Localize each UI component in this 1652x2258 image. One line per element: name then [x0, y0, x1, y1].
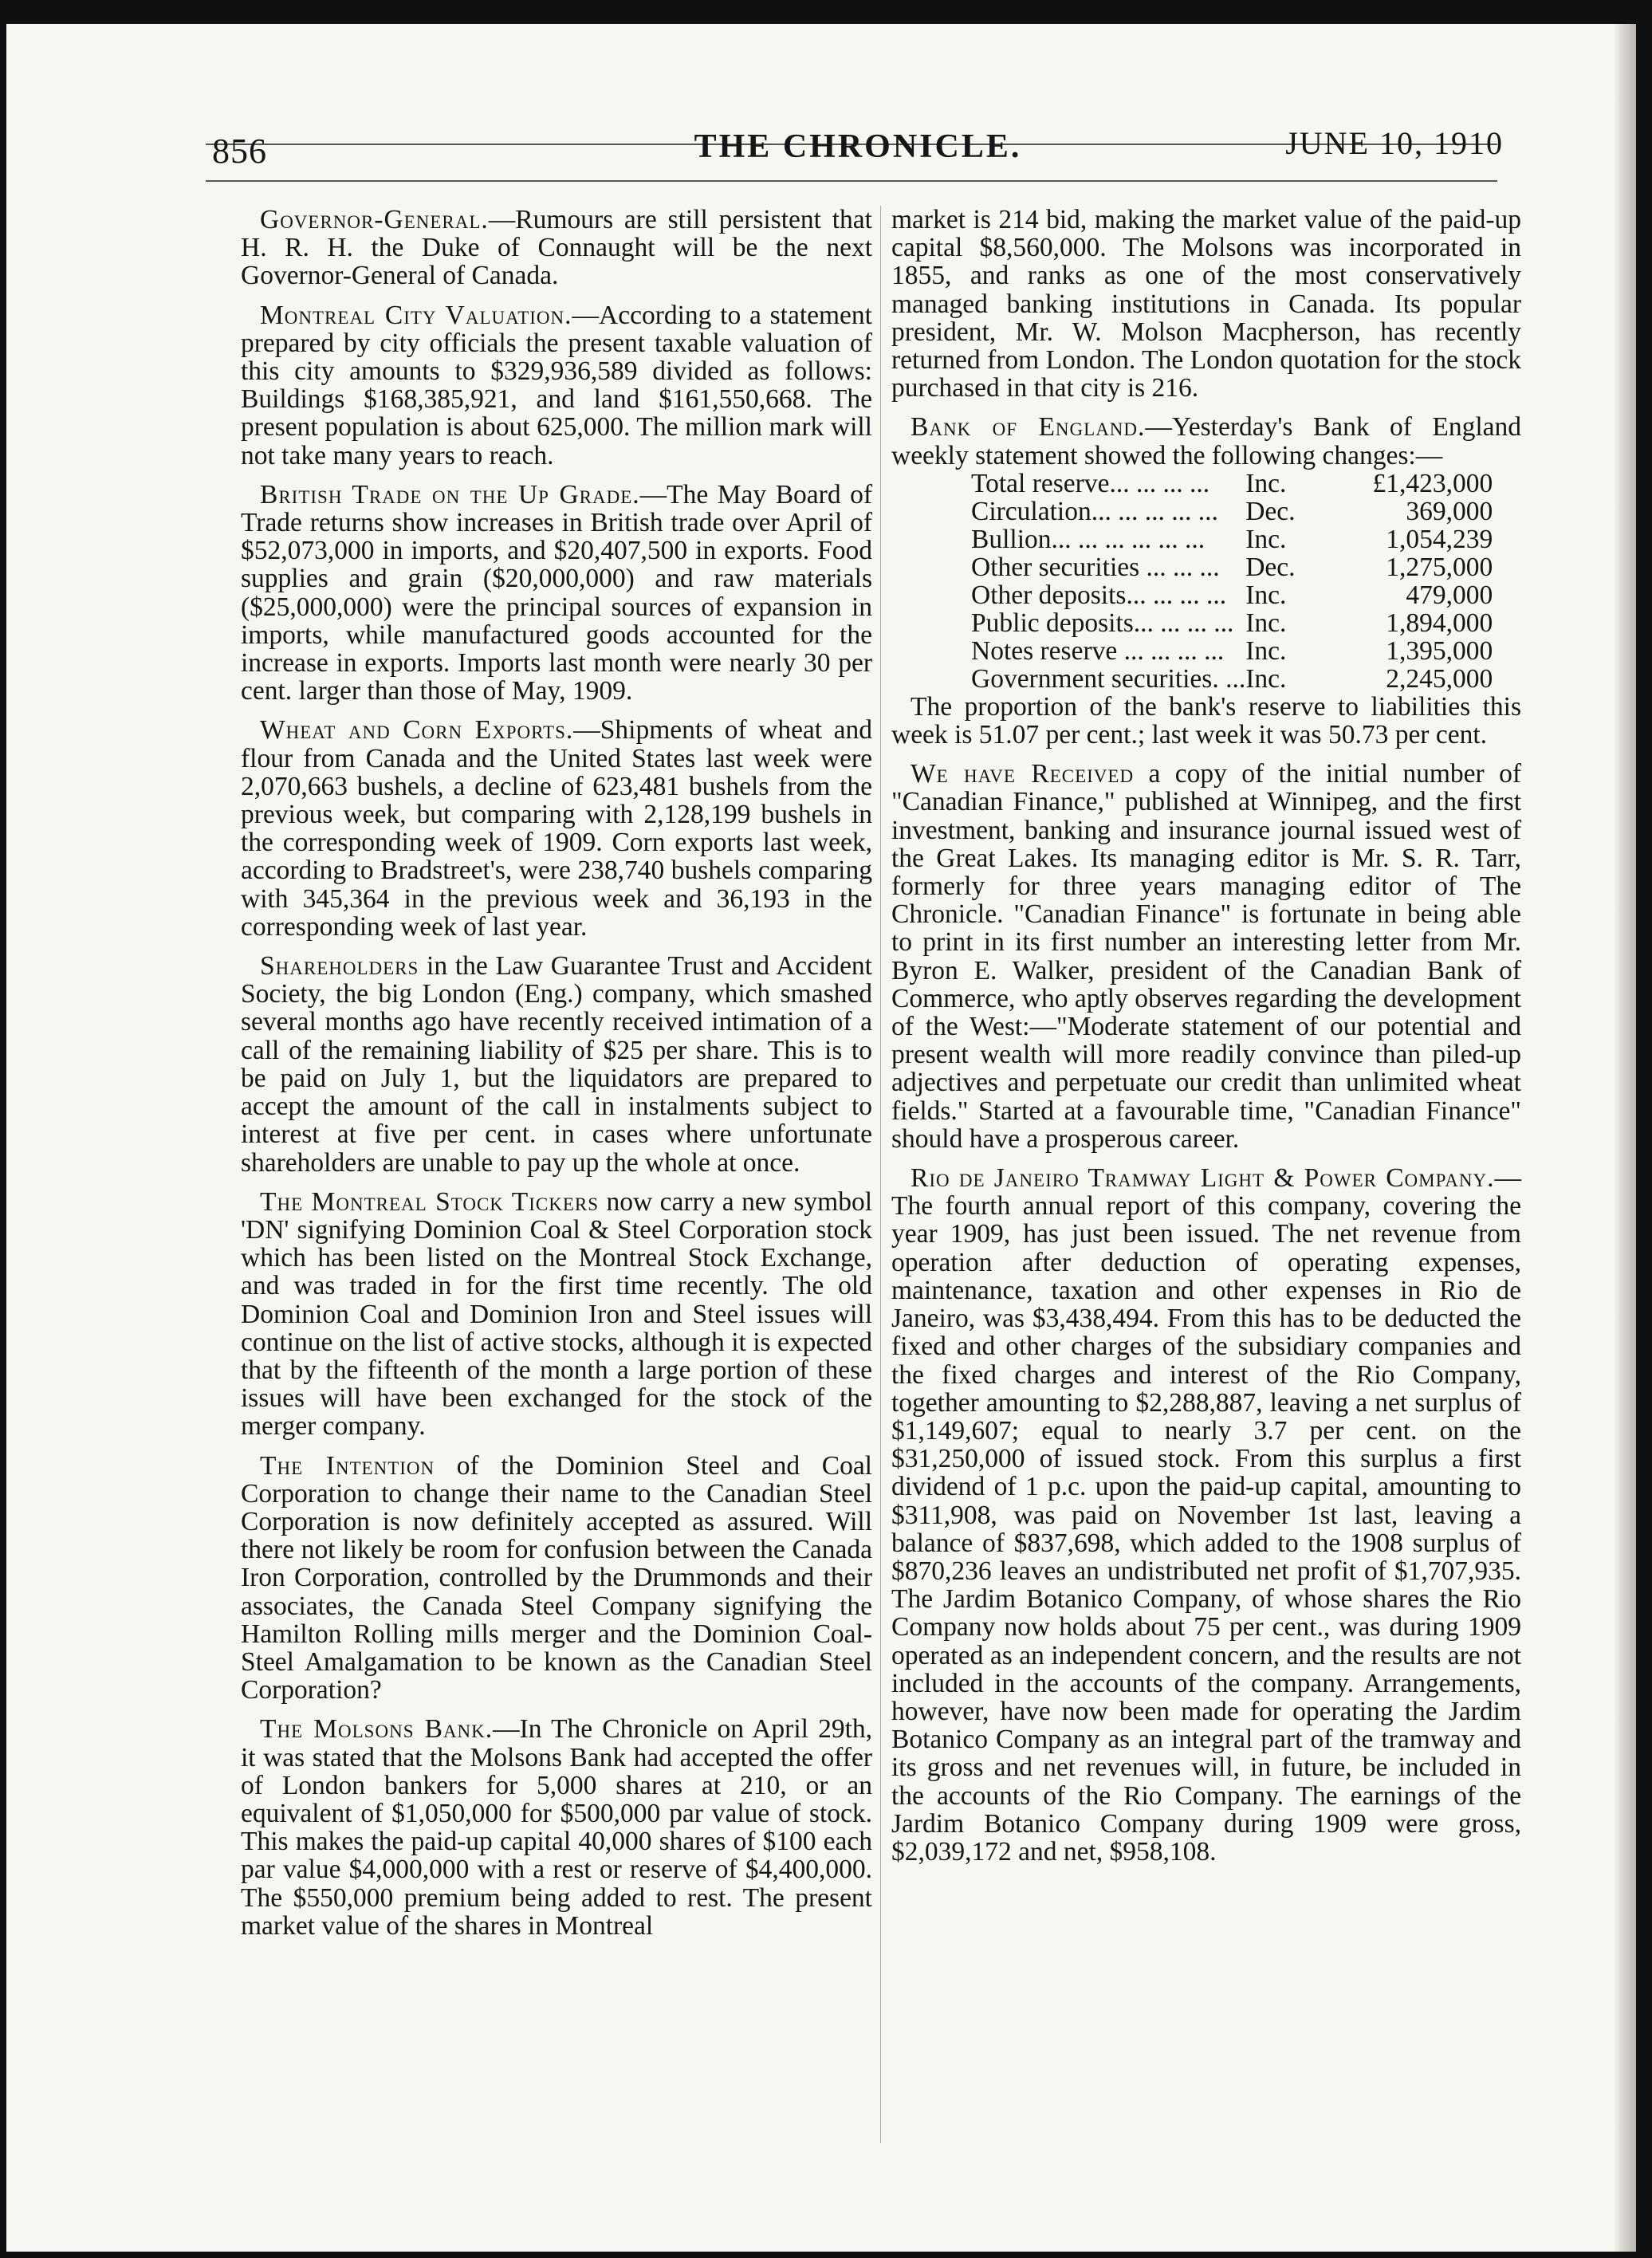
paragraph-text: —Yesterday's Bank of England weekly statement showed the following changes:—: [891, 412, 1522, 470]
row-change: Inc.: [1245, 524, 1287, 554]
row-change: Inc.: [1245, 468, 1287, 498]
paragraph-heading: Wheat and Corn Exports.: [260, 715, 574, 745]
paragraph-heading: Rio de Janeiro Tramway Light & Power Company.: [911, 1163, 1495, 1194]
bank-statement-table: [971, 470, 1493, 693]
row-label: Total reserve... ... ... ...: [971, 468, 1210, 498]
paragraph-text: —Shipments of wheat and flour from Canada and the United States last week were 2,070,663 bushels, a decline of 623,481 bushels from the previous week, but comparing with 2,128,199 bushels in the corresponding week of 1909. Corn exports last week, according to Bradstreet's, were 238,740 bushels comparing with 345,364 in the previous week and 36,193 in the corresponding week of last year.: [241, 715, 872, 942]
row-amount: 479,000: [1406, 580, 1493, 610]
paragraph-heading: The Molsons Bank.: [260, 1714, 494, 1745]
paragraph-molsons-continued: market is 214 bid, making the market value of the paid-up capital $8,560,000. The Molsons was incorporated in 1855, and ranks as one of the most conservatively managed banking institutions in Canada. Its popular president, Mr. W. Molson Macpherson, has recently returned from London. The London quotation for the stock purchased in that city is 216.: [891, 205, 1521, 403]
paragraph-shareholders: [241, 952, 872, 1177]
row-change: Dec.: [1245, 552, 1296, 582]
table-row: [971, 665, 1493, 693]
paragraph-intention: [241, 1452, 872, 1705]
header-rule: [206, 180, 1497, 182]
row-amount: 1,275,000: [1386, 552, 1493, 582]
paragraph-we-have-received: [891, 760, 1521, 1153]
paragraph-text: a copy of the initial number of "Canadian Finance," published at Winnipeg, and the first investment, banking and insurance journal issued west of the Great Lakes. Its managing editor is Mr. S. R. Tarr, formerly for three years managing editor of The Chronicle. "Canadian Finance" is fortunate in being able to print in its first number an interesting letter from Mr. Byron E. Walker, president of the Canadian Bank of Commerce, who aptly observes regarding the development of the West:—"Moderate statement of our potential and present wealth will more readily convince than piled-up adjectives and perpetuate our credit than unlimited wheat fields." Started at a favourable time, "Canadian Finance" should have a prosperous career.: [891, 759, 1522, 1154]
paragraph-text: —Rumours are still persistent that H. R. H. the Duke of Connaught will be the next Governor-General of Canada.: [241, 205, 872, 291]
row-change: Dec.: [1245, 496, 1296, 526]
paragraph-heading: British Trade on the Up Grade.: [260, 479, 640, 509]
row-amount: 1,894,000: [1386, 608, 1493, 638]
paragraph-heading: The Intention: [260, 1450, 435, 1481]
page-edge: [1614, 24, 1636, 2252]
paragraph-text: of the Dominion Steel and Coal Corporation to change their name to the Canadian Steel Corporation is now definitely accepted as assured. Will there not likely be room for confusion between the Canada Iron Corporation, controlled by the Drummonds and their associates, the Canada Steel Company signifying the Hamilton Rolling mills merger and the Dominion Coal-Steel Amalgamation to be known as the Canadian Steel Corporation?: [241, 1450, 872, 1705]
paragraph-heading: We have Received: [911, 759, 1135, 789]
paragraph-heading: Governor-General.: [260, 205, 489, 234]
row-label: Circulation... ... ... ... ...: [971, 496, 1218, 526]
paragraph-molsons-bank: [241, 1715, 872, 1940]
page-header: [212, 120, 1504, 175]
table-row: [971, 637, 1493, 665]
paragraph-heading: Bank of England.: [911, 412, 1146, 443]
row-amount: 2,245,000: [1386, 663, 1493, 694]
paragraph-heading: Montreal City Valuation.: [260, 300, 572, 330]
paragraph-heading: Shareholders: [260, 951, 419, 981]
row-amount: 1,395,000: [1386, 635, 1493, 666]
paragraph-text: —The May Board of Trade returns show increases in British trade over April of $52,073,000 in imports, and $20,407,500 in exports. Food supplies and grain ($20,000,000) and raw materials ($25,000,000) were the principal sources of expansion in imports, while manufactured goods accounted for the increase in exports. Imports last month were nearly 30 per cent. larger than those of May, 1909.: [241, 479, 873, 706]
paragraph-text: now carry a new symbol 'DN' signifying Dominion Coal & Steel Corporation stock which has been listed on the Montreal Stock Exchange, and was traded in for the first time recently. The old Dominion Coal and Dominion Iron and Steel issues will continue on the list of active stocks, although it is expected that by the fifteenth of the month a large portion of these issues will have been exchanged for the stock of the merger company.: [241, 1186, 873, 1442]
column-divider: [880, 206, 881, 2143]
row-amount: 1,054,239: [1386, 524, 1493, 554]
paragraph-wheat-corn: [241, 716, 872, 941]
issue-date: JUNE 10, 1910: [1285, 125, 1504, 161]
table-row: [971, 470, 1493, 498]
paragraph-bank-proportion: The proportion of the bank's reserve to liabilities this week is 51.07 per cent.; last week it was 50.73 per cent.: [891, 691, 1521, 750]
paragraph-text: —The fourth annual report of this company, covering the year 1909, has just been issued. The net revenue from operation after deduction of operating expenses, maintenance, taxation and other expenses in Rio de Janeiro, was $3,438,494. From this has to be deducted the fixed and other charges of the subsidiary companies and the fixed charges and interest of the Rio Company, together amounting to $2,288,887, leaving a net surplus of $1,149,607; equal to nearly 3.7 per cent. on the $31,250,000 of issued stock. From this surplus a first dividend of 1 p.c. upon the paid-up capital, amounting to $311,908, was paid on November 1st last, leaving a balance of $837,698, which added to the 1908 surplus of $870,236 leaves an undistributed net profit of $1,707,935. The Jardim Botanico Company, of whose shares the Rio Company now holds about 75 per cent., was during 1909 operated as an independent concern, and the results are not included in the accounts of the company. Arrangements, however, have now been made for operating the Jardim Botanico Company as an integral part of the tramway and its gross and net revenues will, in future, be included in the accounts of the Rio Company. The earnings of the Jardim Botanico Company during 1909 were gross, $2,039,172 and net, $958,108.: [891, 1163, 1521, 1867]
newspaper-page: [6, 24, 1636, 2252]
page-number: 856: [212, 132, 267, 171]
row-label: Public deposits... ... ... ...: [971, 608, 1234, 638]
table-row: [971, 581, 1493, 609]
row-label: Government securities. ...: [971, 663, 1246, 694]
paragraph-rio-tramway: [891, 1164, 1521, 1866]
paragraph-bank-of-england: [891, 413, 1521, 469]
row-change: Inc.: [1245, 663, 1287, 694]
paragraph-governor-general: [241, 206, 872, 290]
row-change: Inc.: [1245, 635, 1287, 666]
row-change: Inc.: [1245, 580, 1287, 610]
paragraph-heading: The Montreal Stock Tickers: [260, 1186, 600, 1217]
running-title: THE CHRONICLE.: [694, 128, 1022, 165]
table-row: [971, 553, 1493, 581]
table-row: [971, 498, 1493, 525]
row-amount: £1,423,000: [1372, 468, 1493, 498]
row-label: Bullion... ... ... ... ... ...: [971, 524, 1206, 554]
paragraph-text: in the Law Guarantee Trust and Accident Society, the big London (Eng.) company, which smashed several months ago have recently received intimation of a call of the remaining liability of $25 per share. This is to be paid on July 1, but the liquidators are prepared to accept the amount of the call in instalments subject to interest at five per cent. in cases where unfortunate shareholders are unable to pay up the whole at once.: [241, 951, 872, 1178]
right-column: [891, 206, 1521, 1877]
paragraph-british-trade: [241, 481, 872, 706]
row-label: Notes reserve ... ... ... ...: [971, 635, 1225, 666]
paragraph-text: —According to a statement prepared by city officials the present taxable valuation of this city amounts to $329,936,589 divided as follows: Buildings $168,385,921, and land $161,550,668. The present population is about 625,000. The million mark will not take many years to reach.: [241, 300, 872, 470]
table-row: [971, 609, 1493, 637]
paragraph-city-valuation: [241, 301, 872, 470]
paragraph-stock-tickers: [241, 1188, 872, 1441]
row-change: Inc.: [1245, 608, 1287, 638]
table-row: [971, 525, 1493, 553]
row-label: Other securities ... ... ...: [971, 552, 1220, 582]
paragraph-text: —In The Chronicle on April 29th, it was stated that the Molsons Bank had accepted the offer of London bankers for 5,000 shares at 210, or an equivalent of $1,050,000 for $500,000 par value of stock. This makes the paid-up capital 40,000 shares of $100 each par value $4,000,000 with a rest or reserve of $4,400,000. The $550,000 premium being added to rest. The present market value of the shares in Montreal: [241, 1714, 872, 1941]
row-amount: 369,000: [1406, 496, 1493, 526]
row-label: Other deposits... ... ... ...: [971, 580, 1227, 610]
left-column: [241, 206, 872, 1951]
